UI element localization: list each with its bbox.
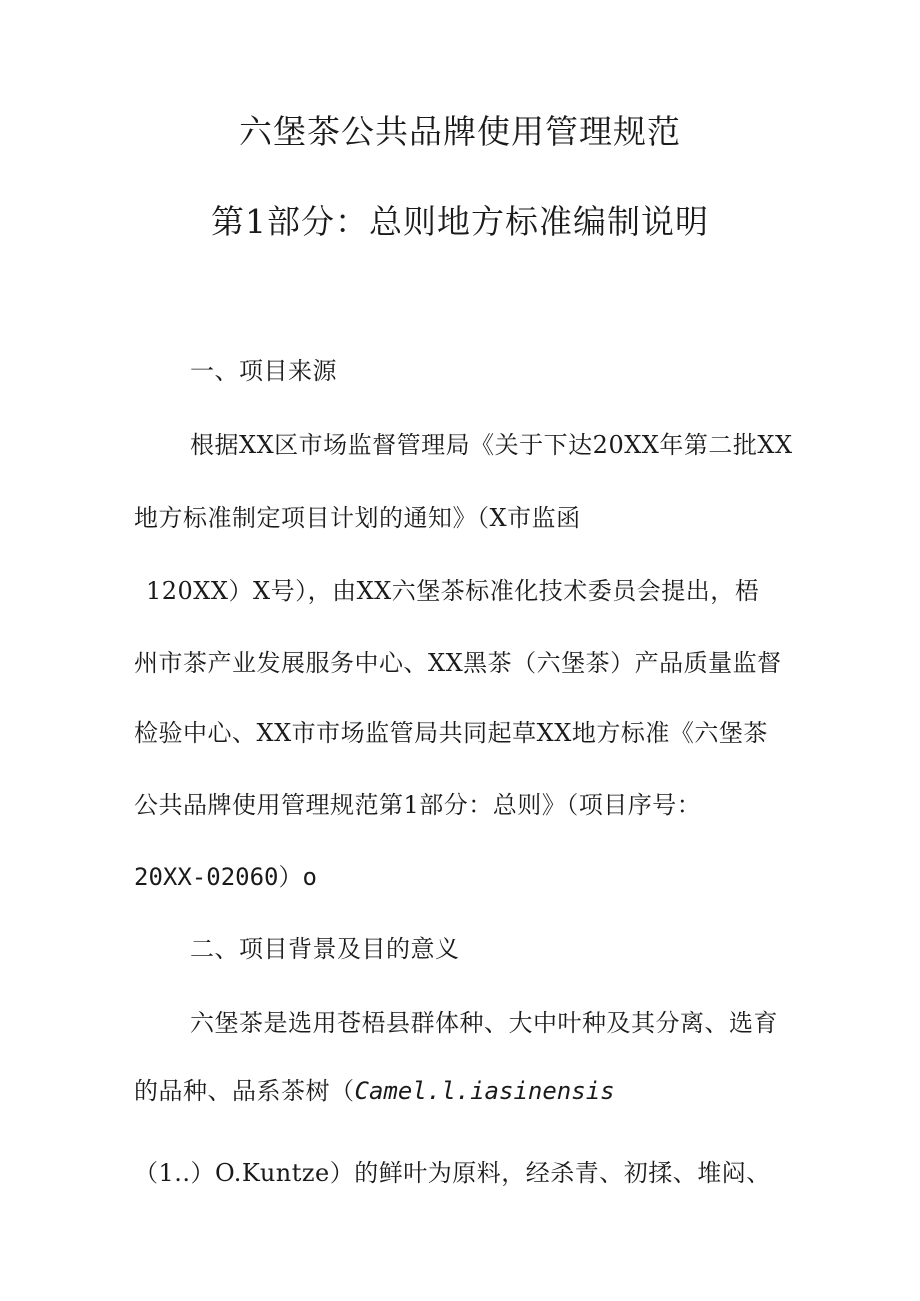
paragraph-line: 公共品牌使用管理规范第1部分：总则》（项目序号： bbox=[134, 791, 702, 819]
paragraph-text: 的品种、品系茶树（ bbox=[134, 1077, 355, 1105]
section2-heading: 二、项目背景及目的意义 bbox=[190, 935, 460, 963]
paragraph-line: 根据XX区市场监督管理局《关于下达20XX年第二批XX bbox=[190, 431, 793, 459]
paragraph-line: 20XX-02060）o bbox=[134, 863, 317, 891]
paragraph-line: （1..）O.Kuntze）的鲜叶为原料，经杀青、初揉、堆闷、 bbox=[134, 1159, 771, 1187]
paragraph-line: 州市茶产业发展服务中心、XX黑茶（六堡茶）产品质量监督 bbox=[134, 649, 782, 677]
section1-heading: 一、项目来源 bbox=[190, 357, 337, 385]
paragraph-line: 六堡茶是选用苍梧县群体种、大中叶种及其分离、选育 bbox=[190, 1009, 778, 1037]
document-subtitle: 第1部分：总则地方标准编制说明 bbox=[211, 202, 709, 241]
latin-species-name: Camel.l.iasinensis bbox=[354, 1077, 615, 1105]
document-title: 六堡茶公共品牌使用管理规范 bbox=[239, 112, 681, 151]
paragraph-line: 地方标准制定项目计划的通知》（X市监函 bbox=[134, 504, 581, 532]
paragraph-line bbox=[134, 1076, 615, 1106]
paragraph-line: 120XX）X号），由XX六堡茶标准化技术委员会提出，梧 bbox=[146, 577, 760, 605]
paragraph-line: 检验中心、XX市市场监管局共同起草XX地方标准《六堡茶 bbox=[134, 719, 768, 747]
